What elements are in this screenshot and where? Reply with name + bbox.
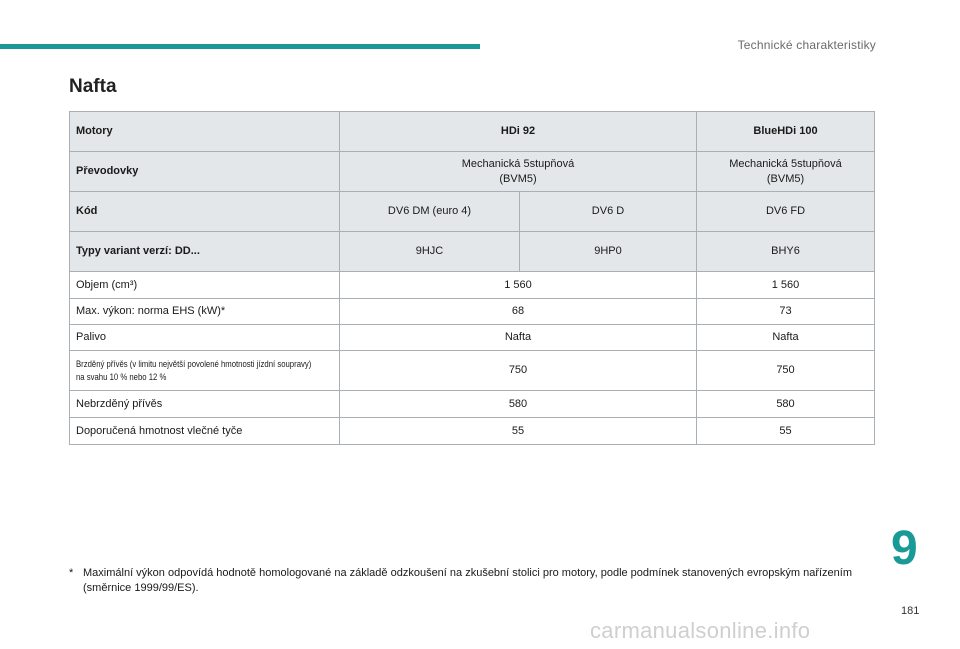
table-row-kod (70, 192, 875, 232)
spec-table (69, 111, 875, 445)
row-label: Nebrzděný přívěs (70, 391, 340, 418)
cell-line: (BVM5) (766, 172, 805, 185)
cell-hdi92: Nafta (340, 325, 697, 351)
section-header: Technické charakteristiky (737, 38, 876, 52)
cell: BHY6 (697, 232, 875, 272)
cell-hdi92: 68 (340, 299, 697, 325)
cell-bluehdi100: 73 (697, 299, 875, 325)
cell: 9HJC (340, 232, 520, 272)
row-label: Max. výkon: norma EHS (kW)* (70, 299, 340, 325)
cell-hdi92: 580 (340, 391, 697, 418)
watermark: carmanualsonline.info (590, 618, 811, 643)
cell-bluehdi100 (697, 152, 875, 192)
cell: DV6 D (520, 192, 697, 232)
row-label-line: na svahu 10 % nebo 12 % (76, 371, 167, 382)
accent-bar (0, 44, 480, 49)
row-label (70, 351, 340, 391)
table-row-doporucena (70, 418, 875, 445)
table-row-typy (70, 232, 875, 272)
row-label: Palivo (70, 325, 340, 351)
table-row-vykon (70, 299, 875, 325)
cell: DV6 FD (697, 192, 875, 232)
table-row-objem (70, 272, 875, 299)
row-label: Doporučená hmotnost vlečné tyče (70, 418, 340, 445)
table-row-palivo (70, 325, 875, 351)
footnote (69, 566, 869, 596)
cell-line: Mechanická 5stupňová (729, 157, 842, 170)
cell-bluehdi100: Nafta (697, 325, 875, 351)
row-label: Motory (70, 112, 340, 152)
chapter-number: 9 (891, 522, 918, 575)
cell-bluehdi100: BlueHDi 100 (697, 112, 875, 152)
cell-hdi92: 1 560 (340, 272, 697, 299)
page-number: 181 (901, 605, 920, 617)
cell-bluehdi100: 1 560 (697, 272, 875, 299)
row-label: Převodovky (70, 152, 340, 192)
cell-line: Mechanická 5stupňová (461, 157, 575, 170)
cell-line: (BVM5) (499, 172, 537, 185)
row-label: Kód (70, 192, 340, 232)
table-row-prevodovky (70, 152, 875, 192)
cell-bluehdi100: 580 (697, 391, 875, 418)
row-label: Objem (cm³) (70, 272, 340, 299)
cell-hdi92 (340, 152, 697, 192)
table-row-brzdeny (70, 351, 875, 391)
table-row-nebrzdeny (70, 391, 875, 418)
footnote-marker: * (69, 567, 74, 579)
footnote-text: Maximální výkon odpovídá hodnotě homologované na základě odzkoušení na zkušební stolici pro motory, podle podmínek stanovených evropským nařízením (směrnice 1999/99/ES). (83, 567, 853, 594)
cell-bluehdi100: 55 (697, 418, 875, 445)
page-title: Nafta (69, 76, 117, 97)
cell-bluehdi100: 750 (697, 351, 875, 391)
table-row-motory (70, 112, 875, 152)
row-label: Typy variant verzí: DD... (70, 232, 340, 272)
row-label-line: Brzděný přívěs (v limitu největší povolené hmotnosti jízdní soupravy) (76, 358, 312, 369)
cell: 9HP0 (520, 232, 697, 272)
cell: DV6 DM (euro 4) (340, 192, 520, 232)
cell-hdi92: HDi 92 (340, 112, 697, 152)
cell-hdi92: 750 (340, 351, 697, 391)
cell-hdi92: 55 (340, 418, 697, 445)
